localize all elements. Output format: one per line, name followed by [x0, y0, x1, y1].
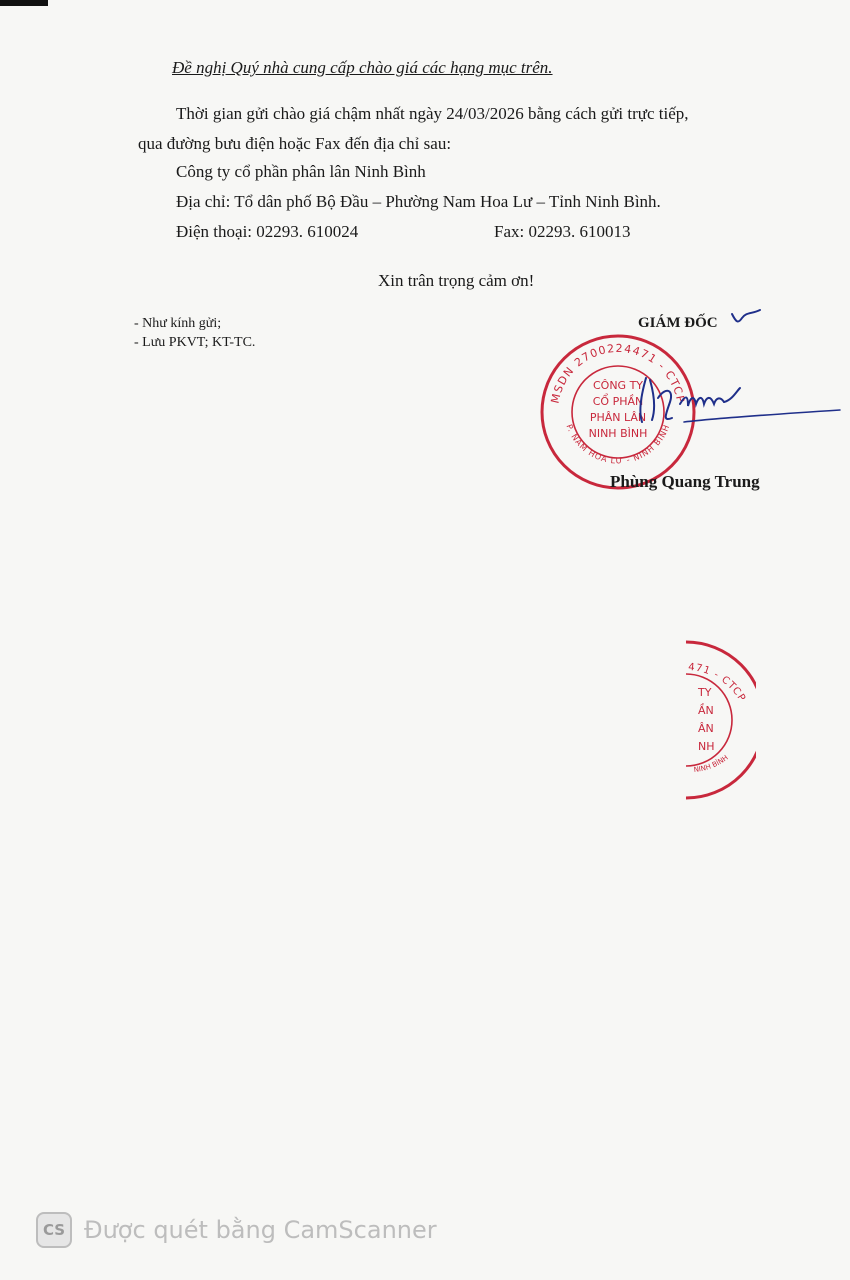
partial-seal-bottom-text: NINH BÌNH	[693, 753, 730, 775]
camscanner-logo-icon: CS	[36, 1212, 72, 1248]
deadline-line-2: qua đường bưu điện hoặc Fax đến địa chỉ sau:	[138, 134, 452, 153]
deadline-line-1: Thời gian gửi chào giá chậm nhất ngày 24/03/2026 bằng cách gửi trực tiếp,	[176, 104, 689, 123]
seal-line-1: CÔNG TY	[592, 379, 644, 392]
seal-bottom-text: P. NAM HOA LƯ - NINH BÌNH	[564, 422, 672, 466]
company-address: Địa chỉ: Tổ dân phố Bộ Đầu – Phường Nam Hoa Lư – Tỉnh Ninh Bình.	[176, 192, 661, 211]
seal-line-4: NINH BÌNH	[588, 427, 648, 440]
thanks-line: Xin trân trọng cảm ơn!	[378, 271, 535, 290]
camscanner-text: Được quét bằng CamScanner	[84, 1216, 437, 1244]
recipient-line-1: - Như kính gửi;	[134, 316, 222, 331]
seal-outer-text: MSDN 2700224471 - CTCP	[548, 341, 688, 405]
director-title: GIÁM ĐỐC	[638, 315, 718, 331]
scan-corner-mark	[0, 0, 48, 6]
partial-seal-line-2: ẦN	[698, 704, 714, 717]
seal-line-2: CỔ PHẦN	[592, 395, 644, 408]
request-line: Đề nghị Quý nhà cung cấp chào giá các hạng mục trên.	[172, 58, 553, 77]
camscanner-watermark	[36, 1212, 437, 1248]
partial-seal-outer-text: 471 - CTCP	[687, 661, 748, 705]
seal-line-3: PHÂN LÂN	[589, 411, 647, 424]
fax-number: Fax: 02293. 610013	[494, 222, 631, 241]
svg-text:471 - CTCP	[688, 662, 748, 704]
partial-seal-line-3: ÂN	[698, 722, 714, 735]
company-name: Công ty cổ phần phân lân Ninh Bình	[176, 162, 426, 181]
signer-name: Phùng Quang Trung	[610, 472, 760, 491]
recipient-line-2: - Lưu PKVT; KT-TC.	[134, 335, 256, 350]
phone-number: Điện thoại: 02293. 610024	[176, 222, 359, 241]
partial-company-seal	[684, 640, 756, 800]
initial-mark-icon	[728, 308, 764, 328]
partial-seal-line-4: NH	[698, 740, 715, 753]
partial-seal-line-1: TY	[698, 686, 712, 699]
director-signature	[628, 370, 843, 440]
